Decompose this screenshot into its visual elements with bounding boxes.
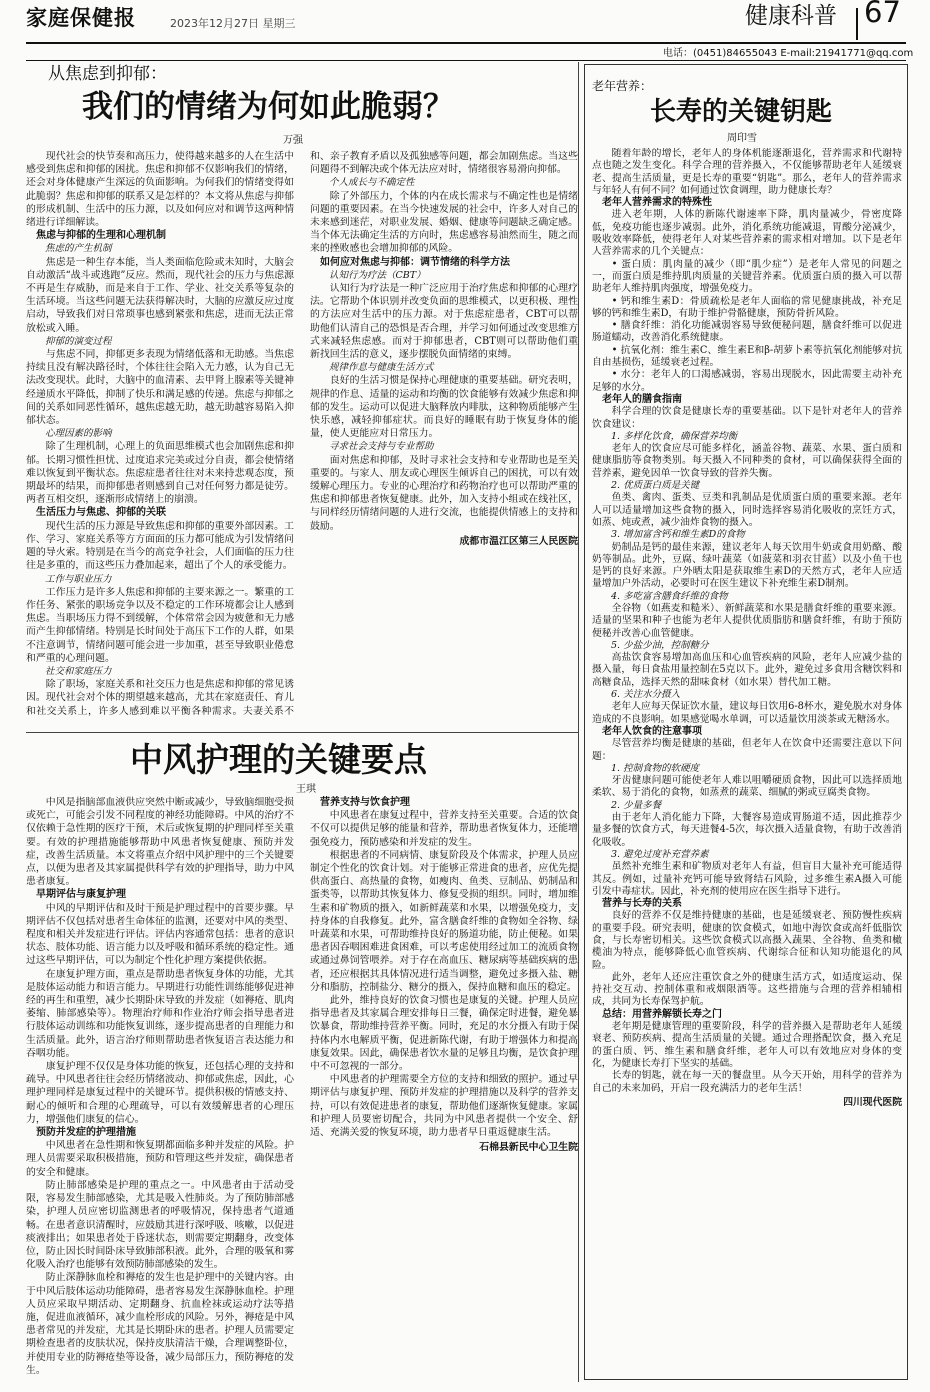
paragraph: 由于老年人消化能力下降，大餐容易造成胃肠道不适，因此推荐少量多餐的饮食方式，每天进餐4-5次，每次摄入适量食物，有助于改善消化吸收。 [592,812,902,848]
paragraph: 面对焦虑和抑郁，及时寻求社会支持和专业帮助也是至关重要的。与家人、朋友或心理医生倾诉自己的困扰，可以有效缓解心理压力。专业的心理治疗和药物治疗也可以帮助严重的焦虑和抑郁患者恢复健康。此外，加入支持小组或在线社区，与同样经历情绪问题的人进行交流，也能提供情感上的支持和鼓励。 [310,454,578,532]
paragraph: 与焦虑不同，抑郁更多表现为情绪低落和无助感。当焦虑持续且没有解决路径时，个体往往会陷入无力感，认为自己无法改变现状。此时，大脑中的血清素、去甲肾上腺素等关键神经递质水平降低，抑制了快乐和满足感的传递。焦虑与抑郁之间的关系如同恶性循环，越焦虑越无助，越无助越容易陷入抑郁状态。 [26,349,294,427]
contact-rule [26,60,906,61]
section-heading: 早期评估与康复护理 [36,889,126,901]
section-heading: 老年人饮食的注意事项 [602,725,702,737]
header-divider [856,8,858,40]
article-separator [26,732,578,733]
issue-date: 2023年12月27日 星期三 [170,17,296,30]
contact-info: 电话：(0451)84655043 E-mail:21941771@qq.com [663,48,914,59]
paragraph: 进入老年期，人体的新陈代谢速率下降，肌肉量减少，骨密度降低，免疫功能也逐步减弱。此外，消化系统功能减退，胃酸分泌减少，吸收效率降低，使得老年人对某些营养素的需求相对增加。以下是老年人营养需求的几个关键点： [592,209,902,258]
section-heading: 焦虑与抑郁的生理和心理机制 [36,230,166,242]
paragraph: 中风患者的护理需要全方位的支持和细致的照护。通过早期评估与康复护理、预防并发症的护理措施以及科学的营养支持，可以有效促进患者的康复，帮助他们逐渐恢复健康。家属和护理人员要密切配合，共同为中风患者提供一个安全、舒适、充满关爱的恢复环境，助力患者早日重返健康生活。 [310,1074,578,1139]
section-name: 健康科普 [745,3,837,29]
subheading: 3. 增加富含钙和维生素D的食物 [611,529,745,541]
paragraph: 虽然补充维生素和矿物质对老年人有益，但盲目大量补充可能适得其反。例如，过量补充钙可能导致肾结石风险，过多维生素A摄入可能引发中毒症状。因此，补充剂的使用应在医生指导下进行。 [592,861,902,897]
paragraph: 中风的早期评估和及时干预是护理过程中的首要步骤。早期评估不仅包括对患者生命体征的监测，还要对中风的类型、程度和相关并发症进行评估。评估内容通常包括：患者的意识状态、肢体功能、语言能力以及呼吸和循环系统的稳定性。通过这些早期评估，可以为制定个性化护理方案提供依据。 [26,902,294,967]
source-affiliation: 石棉县新民中心卫生院 [479,1142,578,1154]
paragraph: 中风患者在康复过程中，营养支持至关重要。合适的饮食不仅可以提供足够的能量和营养，帮助患者恢复体力，还能增强免疫力，预防感染和并发症的发生。 [310,810,578,848]
source-affiliation: 成都市温江区第三人民医院 [459,535,578,547]
subheading: 工作与职业压力 [45,573,112,585]
article-title: 中风护理的关键要点 [130,740,427,779]
subheading: 2. 少量多餐 [611,799,662,811]
paragraph: 随着年龄的增长，老年人的身体机能逐渐退化，营养需求和代谢特点也随之发生变化。科学合理的营养摄入，不仅能够帮助老年人延缓衰老、提高生活质量，更是长寿的重要“钥匙”。那么，老年人的营养需求与年轻人有何不同？如何通过饮食调理，助力健康长寿？ [592,148,902,196]
paragraph: 在康复护理方面，重点是帮助患者恢复身体的功能，尤其是肢体运动能力和语言能力。早期进行功能性训练能够促进神经的再生和重塑，减少长期卧床导致的并发症（如褥疮、肌肉萎缩、肺部感染等）。物理治疗师和作业治疗师会指导患者进行肢体运动训练和功能恢复训练，逐步提高患者的自理能力和生活质量。此外，语言治疗师则帮助患者恢复语言表达能力和吞咽功能。 [26,968,294,1059]
subheading: 焦虑的产生机制 [45,243,112,255]
subheading: 社交和家庭压力 [45,665,112,677]
paragraph: 良好的生活习惯是保持心理健康的重要基础。研究表明，规律的作息、适量的运动和均衡的饮食能够有效减少焦虑和抑郁的发生。运动可以促进大脑释放内啡肽，这种物质能够产生快乐感，减轻抑郁症状。而良好的睡眠有助于恢复身体的能量，使人更能应对日常压力。 [310,375,578,440]
subheading: 规律作息与健康生活方式 [329,362,434,374]
section-heading: 营养与长寿的关系 [602,898,682,910]
subheading: 寻求社会支持与专业帮助 [329,441,434,453]
paragraph: • 蛋白质：肌肉量的减少（即“肌少症”）是老年人常见的问题之一，而蛋白质是维持肌肉质量的关键营养素。优质蛋白质的摄入可以帮助老年人维持肌肉强度，增强免疫力。 [592,258,902,295]
paragraph: 全谷物（如燕麦和糙米）、新鲜蔬菜和水果是膳食纤维的重要来源。适量的坚果和种子也能为老年人提供优质脂肪和膳食纤维，有助于预防便秘并改善心血管健康。 [592,602,902,639]
source-affiliation: 四川现代医院 [843,1096,902,1108]
page-number: 67 [864,0,901,29]
paragraph: 中风患者在急性期和恢复期都面临多种并发症的风险。护理人员需要采取积极措施，预防和管理这些并发症，确保患者的安全和健康。 [26,1140,294,1178]
paragraph: 除了生理机制，心理上的负面思维模式也会加剧焦虑和抑郁。长期习惯性担忧、过度追求完美或过分自责，都会使情绪难以恢复到平衡状态。焦虑症患者往往对未来持悲观态度，预期最坏的结果，而抑郁患者则感到自己对任何努力都是徒劳。两者互相交织，逐渐形成情绪上的崩溃。 [26,441,294,506]
header-rule [26,42,906,44]
subheading: 3. 避免过度补充营养素 [611,848,709,860]
paragraph: 此外，老年人还应注重饮食之外的健康生活方式，如适度运动、保持社交互动、控制体重和戒烟限酒等。这些措施与合理的营养相辅相成，共同为长寿保驾护航。 [592,971,902,1008]
paragraph: • 水分：老年人的口渴感减弱，容易出现脱水，因此需要主动补充足够的水分。 [592,369,902,393]
paragraph: 现代社会的快节奏和高压力，使得越来越多的人在生活中感受到焦虑和抑郁的困扰。焦虑和抑郁不仅影响我们的情绪，还会对身体健康产生深远的负面影响。为何我们的情绪变得如此脆弱？焦虑和抑郁的联系又是怎样的？本文将从焦虑与抑郁的形成机制、生活中的压力源，以及如何应对和调节这两种情绪进行详细解读。 [26,151,294,229]
paragraph: 良好的营养不仅是维持健康的基础，也是延缓衰老、预防慢性疾病的重要手段。研究表明，健康的饮食模式，如地中海饮食或高纤低脂饮食，与长寿密切相关。这些饮食模式以高摄入蔬果、全谷物、鱼类和橄榄油为特点，能够降低心血管疾病、代谢综合征和认知功能退化的风险。 [592,910,902,971]
subheading: 1. 多样化饮食，确保营养均衡 [611,430,738,442]
subheading: 6. 关注水分摄入 [611,689,681,701]
paragraph: 尽管营养均衡是健康的基础，但老年人在饮食中还需要注意以下问题： [592,738,902,762]
article-title: 长寿的关键钥匙 [650,97,833,127]
paragraph: 老年人应每天保证饮水量，建议每日饮用6-8杯水，避免脱水对身体造成的不良影响。如果感觉喝水单调，可以适量饮用淡茶或无糖汤水。 [592,701,902,725]
subheading: 4. 多吃富含膳食纤维的食物 [611,590,728,602]
paragraph: 认知行为疗法是一种广泛应用于治疗焦虑和抑郁的心理疗法。它帮助个体识别并改变负面的思维模式，以更积极、理性的方法应对生活中的压力源。对于焦虑症患者，CBT可以帮助他们认清自己的恐惧是否合理，并学习如何通过改变思维方式来减轻焦虑感。而对于抑郁患者，CBT则可以帮助他们重新找回生活的意义，逐步摆脱负面情绪的束缚。 [310,283,578,361]
paragraph: • 抗氧化剂：维生素C、维生素E和β-胡萝卜素等抗氧化剂能够对抗自由基损伤，延缓衰老过程。 [592,344,902,369]
article-author: 王琪 [296,784,316,795]
paragraph: 康复护理不仅仅是身体功能的恢复，还包括心理的支持和疏导。中风患者往往会经历情绪波动、抑郁或焦虑，因此，心理护理同样是康复过程中的关键环节。提供积极的情感支持、耐心的倾听和合理的心理疏导，可以有效缓解患者的心理压力，增强他们康复的信心。 [26,1061,294,1125]
section-heading: 如何应对焦虑与抑郁：调节情绪的科学方法 [320,256,510,268]
paragraph: 牙齿健康问题可能使老年人难以咀嚼硬质食物，因此可以选择质地柔软、易于消化的食物，如蒸煮的蔬菜、细腻的粥或豆腐类食物。 [592,775,902,799]
section-heading: 总结：用营养解锁长寿之门 [602,1008,722,1020]
article-body [26,150,578,728]
paragraph: 工作压力是许多人焦虑和抑郁的主要来源之一。繁重的工作任务、紧张的职场竞争以及不稳定的工作环境都会让人感到焦虑。当职场压力得不到缓解，个体常常会因为疲惫和无力感而产生抑郁情绪。特别是长时间处于高压下工作的人群，如果不注意调节，情绪问题可能会进一步加重，甚至导致职业倦怠和严重的心理问题。 [26,586,294,664]
article-author: 万强 [283,135,303,146]
subheading: 2. 优质蛋白质是关键 [611,480,700,492]
paragraph: • 膳食纤维：消化功能减弱容易导致便秘问题，膳食纤维可以促进肠道蠕动，改善消化系统健康。 [592,320,902,344]
article-author: 周印雪 [727,133,757,144]
section-heading: 老年人的膳食指南 [602,393,682,405]
article-body [592,148,902,1374]
paragraph: 根据患者的不同病情、康复阶段及个体需求，护理人员应制定个性化的饮食计划。对于能够正常进食的患者，应优先提供高蛋白、高热量的食物，如瘦肉、鱼类、豆制品、奶制品和蛋类等，以帮助其恢复体力、修复受损的组织。同时，增加维生素和矿物质的摄入，如新鲜蔬菜和水果，以增强免疫力，支持身体的自我修复。此外，富含膳食纤维的食物如全谷物、绿叶蔬菜和水果，可帮助维持良好的肠道功能，防止便秘。如果患者因吞咽困难进食困难，可以考虑使用经过加工的流质食物或通过鼻饲管喂养。对于存在高血压、糖尿病等基础疾病的患者，还应根据其具体情况进行适当调整，避免过多摄入盐、糖分和脂肪，控制盐分、糖分的摄入，保持血糖和血压的稳定。 [310,849,578,993]
paragraph: 防止肺部感染是护理的重点之一。中风患者由于活动受限，容易发生肺部感染，尤其是吸入性肺炎。为了预防肺部感染，护理人员应密切监测患者的呼吸情况，保持患者气道通畅。在患者意识清醒时，应鼓励其进行深呼吸、咳嗽，以促进痰液排出；如果患者处于昏迷状态，则需要定期翻身，改变体位，防止因长时间卧床导致肺部积液。此外，合理的吸氧和雾化吸入治疗也能够有效预防肺部感染的发生。 [26,1179,294,1271]
paragraph: • 钙和维生素D：骨质疏松是老年人面临的常见健康挑战，补充足够的钙和维生素D，有助于维护骨骼健康，预防骨折风险。 [592,295,902,319]
subheading: 1. 控制食物的软硬度 [611,762,700,774]
paragraph: 奶制品是钙的最佳来源，建议老年人每天饮用牛奶或食用奶酪、酸奶等制品。此外，豆腐、绿叶蔬菜（如菠菜和羽衣甘蓝）以及小鱼干也是钙的良好来源。户外晒太阳是获取维生素D的天然方式，老年人应适量增加户外活动，必要时可在医生建议下补充维生素D制剂。 [592,541,902,590]
section-heading: 预防并发症的护理措施 [36,1127,136,1139]
article-kicker: 老年营养： [592,79,653,93]
paragraph: 高盐饮食容易增加高血压和心血管疾病的风险，老年人应减少盐的摄入量，每日食盐用量控制在5克以下。此外，避免过多食用含糖饮料和高糖食品，选择天然的甜味食材（如水果）替代加工糖。 [592,652,902,688]
subheading: 5. 少盐少油，控制糖分 [611,639,709,651]
subheading: 抑郁的演变过程 [45,335,112,347]
paragraph: 防止深静脉血栓和褥疮的发生也是护理中的关键内容。由于中风后肢体运动功能障碍，患者容易发生深静脉血栓。护理人员应采取早期活动、定期翻身、抗血栓袜或运动疗法等措施，促进血液循环，减少血栓形成的风险。另外，褥疮是中风患者常见的并发症，尤其是长期卧床的患者。护理人员需要定期检查患者的皮肤状况，保持皮肤清洁干燥，合理调整卧位，并使用专业的防褥疮垫等设备，减少局部压力，预防褥疮的发生。 [26,1272,294,1376]
newspaper-name: 家庭保健报 [26,6,136,30]
subheading: 个人成长与不确定性 [329,177,415,189]
section-heading: 生活压力与焦虑、抑郁的关联 [36,507,166,519]
paragraph: 现代生活的压力源是导致焦虑和抑郁的重要外部因素。工作、学习、家庭关系等方方面面的压力都可能成为引发情绪问题的导火索。特别是在当今的高竞争社会，人们面临的压力往往是多重的，而这些压力叠加起来，超出了个人的承受能力。 [26,520,294,572]
paragraph: 除了职场，家庭关系和社交压力也是焦虑和抑郁的常见诱因。现代社会对个体的期望越来越高，尤其在家庭责任、育儿和社交关系上，许多人感到难以平衡各种需求。夫妻关系不和、亲子教育矛盾以及孤独感等问题，都会加剧焦虑。当这些问题得不到解决或个体无法应对时，情绪很容易滑向抑郁。 [26,151,578,717]
paragraph: 鱼类、禽肉、蛋类、豆类和乳制品是优质蛋白质的重要来源。老年人可以适量增加这些食物的摄入，同时选择容易消化吸收的烹饪方式，如蒸、炖或煮，减少油炸食物的摄入。 [592,492,902,528]
section-heading: 营养支持与饮食护理 [320,797,410,808]
paragraph: 此外，维持良好的饮食习惯也是康复的关键。护理人员应指导患者及其家属合理安排每日三餐，确保定时进餐，避免暴饮暴食，帮助维持营养平衡。同时，充足的水分摄入有助于保持体内水电解质平衡，促进新陈代谢，有助于增强体力和提高康复效果。因此，确保患者饮水量的足够且均衡，是饮食护理中不可忽视的一部分。 [310,995,578,1073]
article-kicker: 从焦虑到抑郁： [48,64,167,84]
subheading: 心理因素的影响 [45,428,112,440]
paragraph: 老年人的饮食应尽可能多样化，涵盖谷物、蔬菜、水果、蛋白质和健康脂肪等食物类别。每天摄入不同种类的食材，可以确保获得全面的营养素，避免因单一饮食导致的营养失衡。 [592,443,902,479]
article-body [26,796,578,1386]
page-header [0,0,930,46]
paragraph: 老年期是健康管理的重要阶段，科学的营养摄入是帮助老年人延缓衰老、预防疾病、提高生活质量的关键。通过合理搭配饮食，摄入充足的蛋白质、钙、维生素和膳食纤维，老年人可以有效地应对身体的变化，为健康长寿打下坚实的基础。 [592,1021,902,1069]
paragraph: 除了外部压力，个体的内在成长需求与不确定性也是情绪问题的重要因素。在当今快速发展的社会中，许多人对自己的未来感到迷茫，对职业发展、婚姻、健康等问题缺乏确定感。当个体无法确定生活的方向时，焦虑感容易油然而生，随之而来的挫败感也会增加抑郁的风险。 [310,190,578,255]
subheading: 认知行为疗法（CBT） [329,269,426,281]
paragraph: 中风是指脑部血液供应突然中断或减少，导致脑细胞受损或死亡，可能会引发不同程度的神经功能障碍。中风的治疗不仅依赖于急性期的医疗干预，术后或恢复期的护理同样至关重要。有效的护理措施能够帮助中风患者恢复健康、预防并发症，改善生活质量。本文将重点介绍中风护理中的三个关键要点，以便为患者及其家属提供科学有效的护理指导，助力中风患者康复。 [26,797,294,888]
paragraph: 科学合理的饮食是健康长寿的重要基础。以下是针对老年人的营养饮食建议： [592,406,902,430]
column-divider [578,62,579,1382]
section-heading: 老年人营养需求的特殊性 [602,197,712,209]
paragraph: 焦虑是一种生存本能，当人类面临危险或未知时，大脑会自动激活“战斗或逃跑”反应。然而，现代社会的压力与焦虑源不再是生存威胁，而是来自于工作、学业、社交关系等复杂的生活环境。当这些问题无法获得解决时，大脑的应激反应过度启动，导致我们对日常琐事也感到紧张和焦虑，进而无法正常放松或入睡。 [26,256,294,334]
article-title: 我们的情绪为何如此脆弱？ [82,89,454,125]
paragraph: 长寿的钥匙，就在每一天的餐盘里。从今天开始，用科学的营养为自己的未来加码，开启一段充满活力的老年生活！ [592,1070,902,1094]
